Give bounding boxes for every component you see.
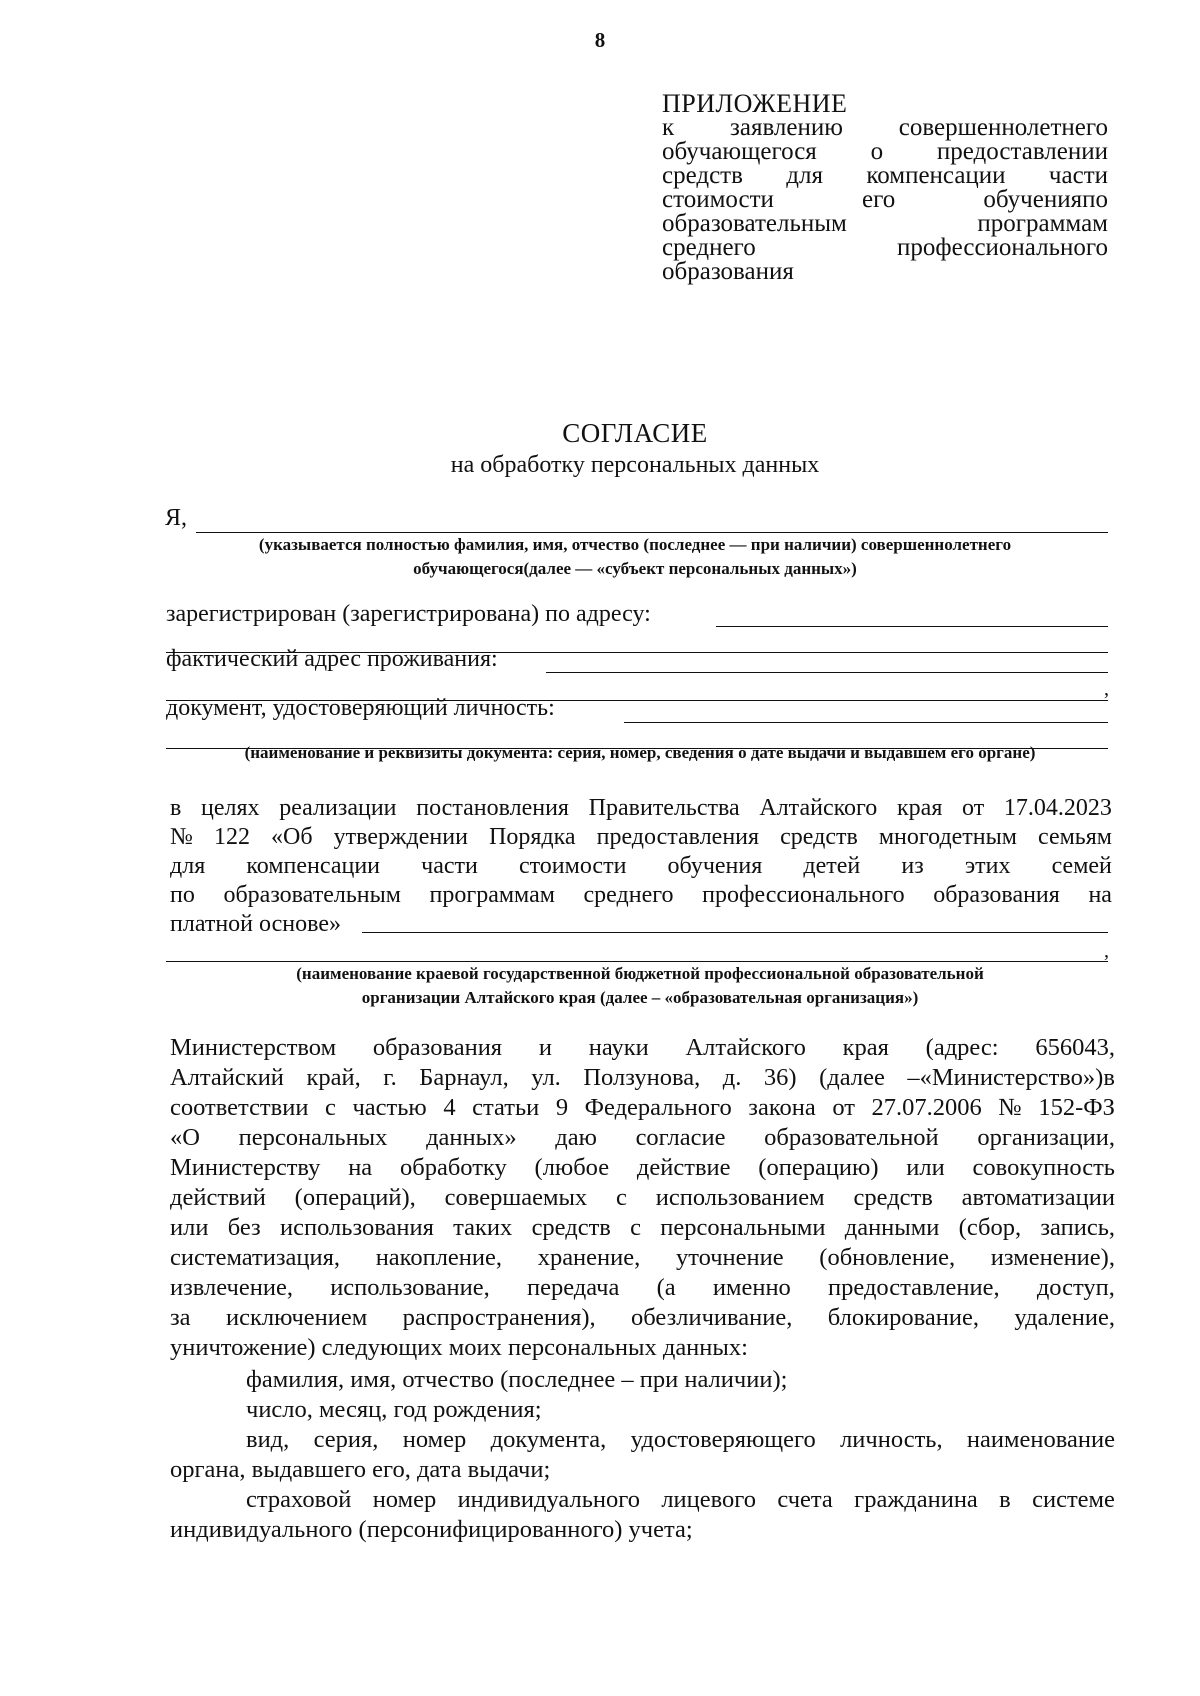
personal-data-list	[170, 1365, 1115, 1545]
snils-item-line: индивидуального (персонифицированного) учета;	[170, 1516, 693, 1543]
purpose-text-line: № 122 «Об утверждении Порядка предоставления средств многодетным семьям	[170, 824, 1112, 850]
consent-body-line: соответствии с частью 4 статьи 9 Федерального закона от 27.07.2006 № 152-ФЗ	[170, 1094, 1115, 1121]
purpose-text-line: платной основе»	[170, 911, 341, 937]
data-item-snils	[170, 1485, 1115, 1545]
identity-item-line: органа, выдавшего его, дата выдачи;	[170, 1456, 551, 1483]
annex-text-line: среднего профессионального	[662, 234, 1108, 261]
purpose-text-line: по образовательным программам среднего профессионального образования на	[170, 882, 1112, 908]
consent-body-line: действий (операций), совершаемых с использованием средств автоматизации	[170, 1184, 1115, 1211]
document-subtitle: на обработку персональных данных	[450, 452, 820, 478]
educational-org-caption-line-2: организации Алтайского края (далее – «образовательная организация»)	[361, 988, 919, 1007]
annex-text-line: стоимости его обученияпо	[662, 186, 1108, 213]
consent-body-line: за исключением распространения), обезличивание, блокирование, удаление,	[170, 1304, 1115, 1331]
consent-body-line: «О персональных данных» даю согласие образовательной организации,	[170, 1124, 1115, 1151]
annex-text-line: средств для компенсации части	[662, 162, 1108, 189]
educational-org-field[interactable]	[362, 906, 1108, 933]
consent-body-line: Министерству на обработку (любое действие (операцию) или совокупность	[170, 1154, 1115, 1181]
annex-text-line: обучающегося о предоставлении	[662, 138, 1108, 165]
purpose-text-line: для компенсации части стоимости обучения детей из этих семей	[170, 853, 1112, 879]
educational-org-field-line-2[interactable]	[166, 935, 1108, 962]
comma-mark-2: ,	[1104, 940, 1109, 962]
consent-body	[170, 1033, 1115, 1363]
identity-document-label: документ, удостоверяющий личность:	[166, 695, 555, 721]
full-name-caption-line-1: (указывается полностью фамилия, имя, отчество (последнее — при наличии) совершеннолетнего	[258, 535, 1012, 554]
annex-title: ПРИЛОЖЕНИЕ	[662, 89, 848, 118]
annex-text-line: образовательным программам	[662, 210, 1108, 237]
annex-block	[662, 89, 1108, 285]
identity-document-field[interactable]	[624, 696, 1108, 723]
consent-body-line: или без использования таких средств с персональными данными (сбор, запись,	[170, 1214, 1115, 1241]
purpose-text-line: в целях реализации постановления Правительства Алтайского края от 17.04.2023	[170, 795, 1112, 821]
full-name-field[interactable]	[196, 506, 1108, 533]
full-name-caption-line-2: обучающегося(далее — «субъект персональных данных»)	[413, 559, 857, 578]
data-item-birthdate: число, месяц, год рождения;	[246, 1396, 542, 1423]
data-item-identity-document	[170, 1425, 1115, 1485]
actual-address-field[interactable]	[546, 646, 1108, 673]
consent-body-line: уничтожение) следующих моих персональных данных:	[170, 1334, 748, 1361]
registered-address-label: зарегистрирован (зарегистрирована) по адресу:	[166, 601, 651, 627]
document-title: СОГЛАСИЕ	[562, 418, 708, 448]
educational-org-caption	[160, 962, 1120, 1010]
annex-text	[662, 116, 1108, 284]
full-name-caption	[160, 533, 1110, 581]
consent-body-line: Алтайский край, г. Барнаул, ул. Ползунова, д. 36) (далее –«Министерство»)в	[170, 1064, 1115, 1091]
i-label: Я,	[165, 505, 188, 531]
consent-body-line: систематизация, накопление, хранение, уточнение (обновление, изменение),	[170, 1244, 1115, 1271]
registered-address-field[interactable]	[716, 600, 1108, 627]
page-number: 8	[594, 28, 606, 52]
identity-item-line: вид, серия, номер документа, удостоверяющего личность, наименование	[246, 1426, 1115, 1453]
annex-text-line: образования	[662, 258, 794, 285]
educational-org-caption-line-1: (наименование краевой государственной бюджетной профессиональной образовательной	[296, 964, 984, 983]
annex-text-line: к заявлению совершеннолетнего	[662, 114, 1108, 141]
consent-body-line: извлечение, использование, передача (а именно предоставление, доступ,	[170, 1274, 1115, 1301]
actual-address-label: фактический адрес проживания:	[166, 646, 498, 672]
data-item-name: фамилия, имя, отчество (последнее – при наличии);	[246, 1366, 788, 1393]
comma-mark: ,	[1104, 678, 1109, 700]
identity-document-caption: (наименование и реквизиты документа: серия, номер, сведения о дате выдачи и выдавшем его органе)	[244, 743, 1036, 762]
consent-body-line: Министерством образования и науки Алтайского края (адрес: 656043,	[170, 1034, 1115, 1061]
snils-item-line: страховой номер индивидуального лицевого счета гражданина в системе	[246, 1486, 1115, 1513]
